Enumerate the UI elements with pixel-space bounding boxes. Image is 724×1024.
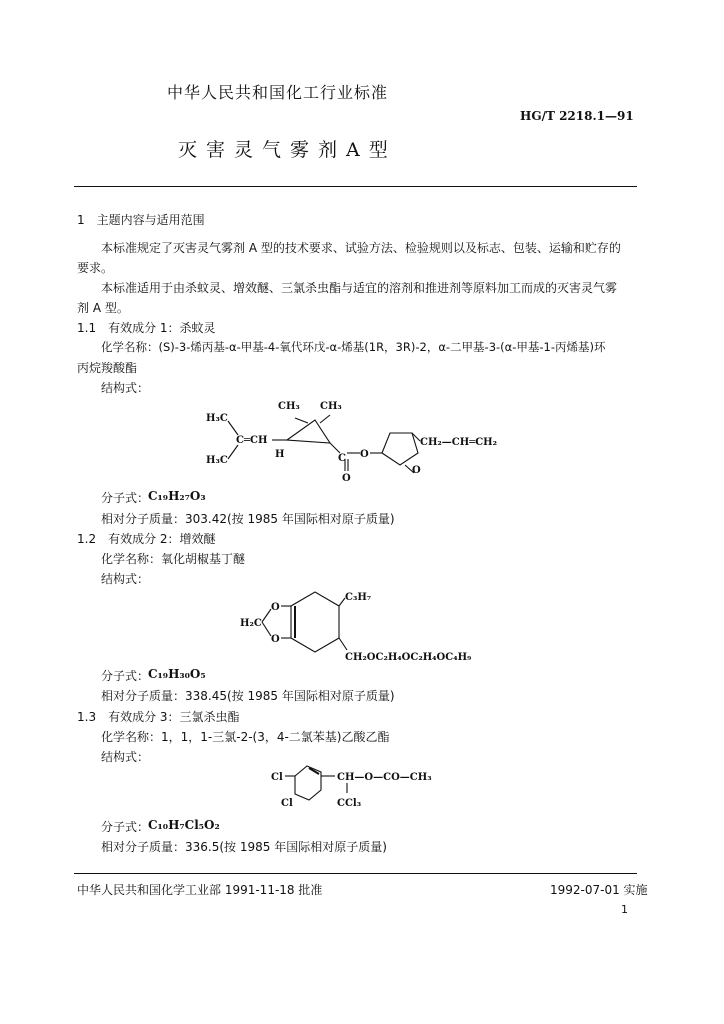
molecular-mass: 相对分子质量：338.45(按 1985 年国际相对原子质量) [101,689,395,703]
oxygen-label: O [412,465,421,476]
subsection-heading: 1.1 有效成分 1：杀蚊灵 [77,321,216,335]
oxygen-label: O [271,602,280,613]
ether-chain-label: CH₂OC₂H₄OC₂H₄OC₄H₉ [345,652,472,663]
chemical-name: 丙烷羧酸酯 [77,361,138,375]
approval-date: 中华人民共和国化学工业部 1991-11-18 批准 [77,883,323,897]
subsection-heading: 1.2 有效成分 2：增效醚 [77,532,216,546]
allyl-label: CH₂—CH═CH₂ [420,437,498,448]
header-rule [74,186,637,187]
org-title: 中华人民共和国化工行业标准 [167,83,389,102]
page-number: 1 [621,903,628,916]
formula-label: 分子式： [101,491,150,505]
standard-number: HG/T 2218.1—91 [520,109,634,123]
structure-2 [235,584,525,666]
methyl-label: H₃C [206,455,228,466]
chlorine-label: Cl [271,772,283,783]
methylene-label: H₂C [240,618,262,629]
vinyl-label: C═CH [236,435,268,446]
molecular-formula: C₁₀H₇Cl₅O₂ [148,818,220,832]
oxygen-label: O [271,634,280,645]
propyl-label: C₃H₇ [345,592,372,603]
section-heading: 1 主题内容与适用范围 [77,213,205,227]
structure-label: 结构式： [101,572,150,586]
structure-3 [265,760,465,815]
subsection-heading: 1.3 有效成分 3：三氯杀虫酯 [77,710,240,724]
methyl-label: H₃C [206,413,228,424]
formula-label: 分子式： [101,669,150,683]
chlorine-label: Cl [281,798,293,809]
molecular-mass: 相对分子质量：336.5(按 1985 年国际相对原子质量) [101,840,387,854]
carbonyl-label: C [338,453,346,464]
formula-label: 分子式： [101,820,150,834]
oxygen-label: O [342,473,351,484]
oxygen-label: O [360,449,369,460]
effective-date: 1992-07-01 实施 [550,883,648,897]
methyl-label: CH₃ [320,401,342,412]
paragraph-line: 剂 A 型。 [77,301,129,315]
hydrogen-label: H [275,449,285,460]
structure-label: 结构式： [101,750,150,764]
chemical-name: 化学名称：(S)-3-烯丙基-α-甲基-4-氧代环戊-α-烯基(1R，3R)-2，α-二甲基-3-(α-甲基-1-丙烯基)环 [101,340,606,354]
footer-rule [74,873,637,874]
molecular-formula: C₁₉H₃₀O₅ [148,667,206,681]
trichloromethyl-label: CCl₃ [337,798,362,809]
ester-label: CH—O—CO—CH₃ [337,772,432,783]
chemical-name: 化学名称：氧化胡椒基丁醚 [101,552,246,566]
structure-1 [190,393,530,488]
chemical-name: 化学名称：1，1，1-三氯-2-(3，4-二氯苯基)乙酸乙酯 [101,730,390,744]
paragraph-line: 本标准规定了灭害灵气雾剂 A 型的技术要求、试验方法、检验规则以及标志、包装、运输和贮存的 [101,241,621,255]
structure-label: 结构式： [101,381,150,395]
paragraph-line: 要求。 [77,261,114,275]
molecular-mass: 相对分子质量：303.42(按 1985 年国际相对原子质量) [101,512,395,526]
paragraph-line: 本标准适用于由杀蚊灵、增效醚、三氯杀虫酯与适宜的溶剂和推进剂等原料加工而成的灭害灵气雾 [101,281,618,295]
molecular-formula: C₁₉H₂₇O₃ [148,489,206,503]
doc-title: 灭害灵气雾剂A型 [178,139,397,161]
methyl-label: CH₃ [278,401,300,412]
